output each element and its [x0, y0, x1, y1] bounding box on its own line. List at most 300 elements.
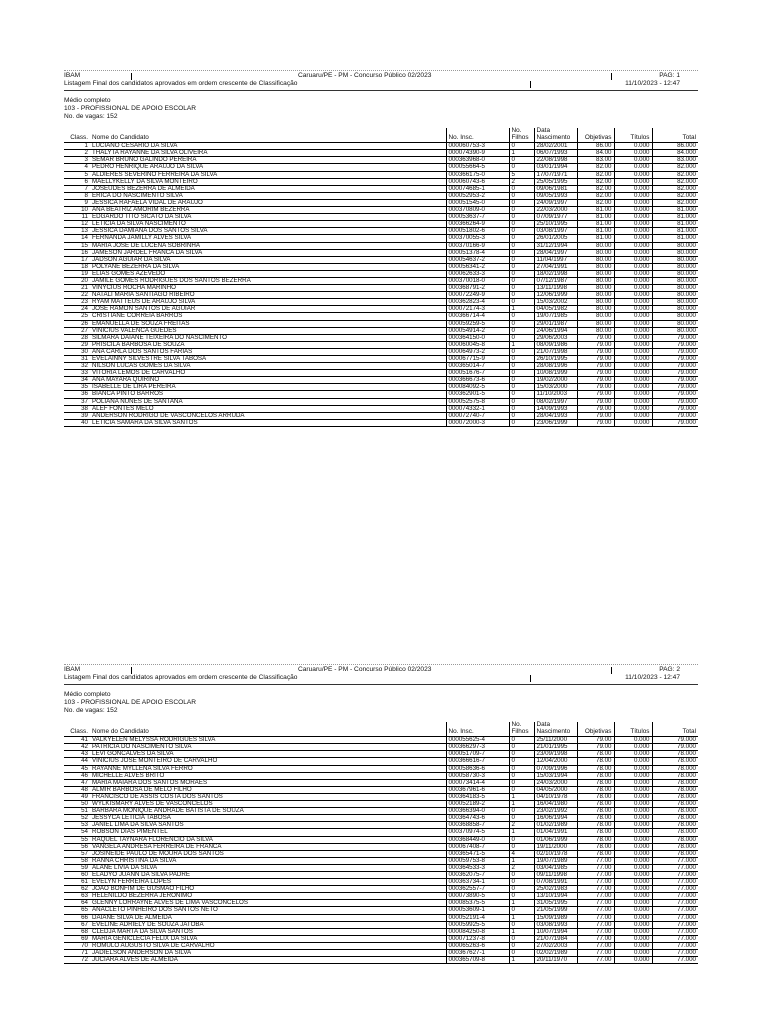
page-number: PAG: 1	[659, 72, 680, 79]
cell-total-score: 80.000	[652, 292, 698, 299]
cell-titles-score: 0.000	[614, 836, 652, 843]
cell-candidate-name: MARIA GENICLECIA FELIX DA SILVA	[90, 935, 446, 942]
table-row	[64, 327, 698, 334]
cell-titles-score: 0.000	[614, 815, 652, 822]
cell-candidate-name: RANNA CHRISTINA DA SILVA	[90, 857, 446, 864]
cell-birthdate: 08/09/1986	[534, 341, 577, 348]
cell-children: 1	[509, 793, 534, 800]
cell-titles-score: 0.000	[614, 405, 652, 412]
cell-birthdate: 23/09/1998	[534, 751, 577, 758]
cell-children: 0	[509, 313, 534, 320]
cell-children: 1	[509, 957, 534, 964]
cell-birthdate: 09/05/1993	[534, 192, 577, 199]
cell-total-score: 79.000	[652, 391, 698, 398]
header-separator	[611, 667, 612, 674]
cell-candidate-name: VANGELA ANDRESA FERREIRA DE FRANCA	[90, 843, 446, 850]
cell-class: 25	[64, 313, 90, 320]
table-row	[64, 348, 698, 355]
cell-birthdate: 09/06/1981	[534, 185, 577, 192]
cell-inscription: 000362901-5	[446, 391, 509, 398]
header-separator	[131, 73, 132, 80]
cell-birthdate: 19/02/2000	[534, 377, 577, 384]
cell-candidate-name: EVELYN FERREIRA LOPES	[90, 879, 446, 886]
cell-titles-score: 0.000	[614, 843, 652, 850]
cell-class: 31	[64, 356, 90, 363]
cell-candidate-name: ALEF FONTES MELO	[90, 405, 446, 412]
cell-candidate-name: MARIA MAIARA DOS SANTOS MORAES	[90, 779, 446, 786]
cell-objective-score: 80.00	[577, 242, 614, 249]
cell-titles-score: 0.000	[614, 334, 652, 341]
cell-inscription: 000058730-3	[446, 772, 509, 779]
cell-birthdate: 25/11/2000	[534, 737, 577, 744]
cell-children: 4	[509, 850, 534, 857]
cell-candidate-name: LUCIANO CESARIO DA SILVA	[90, 143, 446, 150]
cell-birthdate: 15/03/2000	[534, 384, 577, 391]
cell-total-score: 77.000	[652, 864, 698, 871]
table-row	[64, 292, 698, 299]
cell-candidate-name: HELENILDO BEZERRA JERONIMO	[90, 893, 446, 900]
table-row	[64, 419, 698, 426]
table-row	[64, 306, 698, 313]
table-row	[64, 772, 698, 779]
cell-inscription: 000052953-2	[446, 192, 509, 199]
cell-inscription: 000062633-3	[446, 270, 509, 277]
cell-class: 20	[64, 277, 90, 284]
cell-objective-score: 78.00	[577, 779, 614, 786]
cell-class: 38	[64, 405, 90, 412]
cell-candidate-name: MAELLYKELLY DA SILVA MONTEIRO	[90, 178, 446, 185]
cell-birthdate: 27/04/1991	[534, 263, 577, 270]
cell-total-score: 77.000	[652, 871, 698, 878]
cell-birthdate: 29/01/1987	[534, 320, 577, 327]
table-row	[64, 384, 698, 391]
cell-titles-score: 0.000	[614, 313, 652, 320]
col-header-children: No. Filhos	[509, 128, 534, 143]
cell-class: 34	[64, 377, 90, 384]
org-name: IBAM	[64, 72, 81, 79]
cell-children: 0	[509, 370, 534, 377]
position-name: 103 - PROFISSIONAL DE APOIO ESCOLAR	[64, 699, 197, 706]
cell-candidate-name: JESSYCA LETICIA TABOSA	[90, 815, 446, 822]
cell-objective-score: 78.00	[577, 850, 614, 857]
cell-candidate-name: CLEDJA MARTA DA SILVA SANTOS	[90, 928, 446, 935]
cell-children: 0	[509, 950, 534, 957]
table-row	[64, 843, 698, 850]
table-row	[64, 864, 698, 871]
cell-children: 0	[509, 164, 534, 171]
cell-children: 2	[509, 864, 534, 871]
table-row	[64, 334, 698, 341]
cell-inscription: 000059925-5	[446, 921, 509, 928]
table-row	[64, 758, 698, 765]
cell-total-score: 79.000	[652, 356, 698, 363]
cell-titles-score: 0.000	[614, 412, 652, 419]
cell-candidate-name: ELADYO JUANN DA SILVA PADRE	[90, 871, 446, 878]
cell-inscription: 000051545-0	[446, 199, 509, 206]
cell-titles-score: 0.000	[614, 808, 652, 815]
cell-children: 1	[509, 928, 534, 935]
table-row	[64, 207, 698, 214]
cell-birthdate: 24/09/1997	[534, 199, 577, 206]
cell-candidate-name: VINYCIUS ROCHA MARINHO	[90, 285, 446, 292]
cell-inscription: 000366175-0	[446, 171, 509, 178]
cell-candidate-name: RAQUEL TAYNARA FLORENCIO DA SILVA	[90, 836, 446, 843]
cell-total-score: 78.000	[652, 758, 698, 765]
cell-total-score: 77.000	[652, 879, 698, 886]
cell-birthdate: 21/05/1999	[534, 907, 577, 914]
col-header-name: Nome do Candidato	[90, 722, 446, 737]
report-page-1	[0, 0, 768, 426]
cell-class: 39	[64, 412, 90, 419]
cell-titles-score: 0.000	[614, 384, 652, 391]
report-title: Caruaru/PE - PM - Concurso Público 02/2023	[298, 666, 432, 673]
cell-inscription: 000060045-8	[446, 341, 509, 348]
cell-objective-score: 78.00	[577, 793, 614, 800]
cell-candidate-name: LEVI GONCALVES DA SILVA	[90, 751, 446, 758]
cell-candidate-name: WYLKISMARY ALVES DE VASCONCELOS	[90, 801, 446, 808]
cell-children: 0	[509, 779, 534, 786]
cell-candidate-name: RYAM MATTEUS DE ARAUJO SILVA	[90, 299, 446, 306]
cell-objective-score: 86.00	[577, 143, 614, 150]
table-row	[64, 957, 698, 964]
education-level: Médio completo	[64, 97, 111, 104]
cell-inscription: 000370055-3	[446, 235, 509, 242]
cell-total-score: 82.000	[652, 185, 698, 192]
cell-class: 29	[64, 341, 90, 348]
cell-children: 1	[509, 857, 534, 864]
cell-titles-score: 0.000	[614, 164, 652, 171]
cell-children: 0	[509, 765, 534, 772]
cell-inscription: 000059753-8	[446, 857, 509, 864]
cell-objective-score: 79.00	[577, 370, 614, 377]
cell-titles-score: 0.000	[614, 370, 652, 377]
cell-titles-score: 0.000	[614, 822, 652, 829]
cell-objective-score: 82.00	[577, 164, 614, 171]
cell-children: 0	[509, 843, 534, 850]
cell-inscription: 000067715-9	[446, 356, 509, 363]
cell-candidate-name: VINICIUS VALENCA GUEDES	[90, 327, 446, 334]
cell-objective-score: 81.00	[577, 235, 614, 242]
cell-candidate-name: ERICA DO NASCIMENTO SILVA	[90, 192, 446, 199]
cell-titles-score: 0.000	[614, 171, 652, 178]
cell-birthdate: 28/08/1996	[534, 363, 577, 370]
cell-class: 37	[64, 398, 90, 405]
cell-candidate-name: EVELAINNY SILVESTRE SILVA TABOSA	[90, 356, 446, 363]
cell-total-score: 81.000	[652, 207, 698, 214]
cell-class: 22	[64, 292, 90, 299]
cell-objective-score: 79.00	[577, 377, 614, 384]
cell-total-score: 77.000	[652, 935, 698, 942]
cell-total-score: 79.000	[652, 341, 698, 348]
cell-candidate-name: POLYANE BEZERRA DA SILVA	[90, 263, 446, 270]
cell-class: 15	[64, 242, 90, 249]
cell-children: 0	[509, 185, 534, 192]
report-title: Caruaru/PE - PM - Concurso Público 02/2023	[298, 72, 432, 79]
cell-birthdate: 31/12/1994	[534, 242, 577, 249]
cell-total-score: 77.000	[652, 900, 698, 907]
col-header-class: Class.	[64, 722, 90, 737]
cell-class: 4	[64, 164, 90, 171]
cell-candidate-name: VINICIUS JOSE MONTEIRO DE CARVALHO	[90, 758, 446, 765]
cell-birthdate: 07/08/1991	[534, 879, 577, 886]
cell-candidate-name: PRISCILA BARBOSA DE SOUZA	[90, 341, 446, 348]
cell-children: 0	[509, 320, 534, 327]
cell-inscription: 000060743-6	[446, 178, 509, 185]
cell-candidate-name: SEMAR BRUNO GALINDO PEREIRA	[90, 157, 446, 164]
header-separator	[530, 675, 531, 682]
col-header-birthdate: Data Nascimento	[534, 722, 577, 737]
cell-total-score: 84.000	[652, 150, 698, 157]
cell-titles-score: 0.000	[614, 192, 652, 199]
cell-class: 46	[64, 772, 90, 779]
cell-total-score: 79.000	[652, 363, 698, 370]
cell-inscription: 000072249-9	[446, 292, 509, 299]
cell-candidate-name: ANA MAYARA QUIRINO	[90, 377, 446, 384]
cell-birthdate: 26/01/2005	[534, 235, 577, 242]
report-subtitle: Listagem Final dos candidatos aprovados em ordem crescente de Classificação	[64, 674, 298, 681]
cell-class: 52	[64, 815, 90, 822]
cell-class: 41	[64, 737, 90, 744]
cell-inscription: 000084092-5	[446, 384, 509, 391]
cell-inscription: 000367961-6	[446, 786, 509, 793]
table-row	[64, 363, 698, 370]
cell-class: 13	[64, 228, 90, 235]
cell-children: 0	[509, 377, 534, 384]
cell-objective-score: 80.00	[577, 249, 614, 256]
cell-total-score: 80.000	[652, 285, 698, 292]
cell-inscription: 000072174-3	[446, 306, 509, 313]
cell-objective-score: 79.00	[577, 356, 614, 363]
cell-class: 66	[64, 914, 90, 921]
cell-titles-score: 0.000	[614, 270, 652, 277]
cell-inscription: 000370166-9	[446, 242, 509, 249]
cell-birthdate: 02/10/1978	[534, 850, 577, 857]
cell-class: 26	[64, 320, 90, 327]
cell-total-score: 82.000	[652, 199, 698, 206]
cell-children: 0	[509, 334, 534, 341]
cell-birthdate: 20/11/1970	[534, 957, 577, 964]
cell-children: 1	[509, 914, 534, 921]
cell-candidate-name: DAIANE SILVA DE ALMEIDA	[90, 914, 446, 921]
cell-children: 0	[509, 398, 534, 405]
cell-candidate-name: JAMILE GOMES RODRIGUES DOS SANTOS BEZERRA	[90, 277, 446, 284]
cell-children: 0	[509, 907, 534, 914]
cell-titles-score: 0.000	[614, 772, 652, 779]
report-page-2	[0, 594, 768, 964]
cell-titles-score: 0.000	[614, 900, 652, 907]
cell-candidate-name: GLENNY LORRAYNE ALVES DE LIMA VASCONCELOS	[90, 900, 446, 907]
cell-class: 21	[64, 285, 90, 292]
cell-objective-score: 79.00	[577, 412, 614, 419]
cell-total-score: 80.000	[652, 299, 698, 306]
cell-children: 0	[509, 886, 534, 893]
cell-class: 8	[64, 192, 90, 199]
cell-class: 33	[64, 370, 90, 377]
cell-inscription: 000058636-6	[446, 765, 509, 772]
cell-inscription: 000084250-8	[446, 928, 509, 935]
vacancies-count: No. de vagas: 152	[64, 707, 118, 714]
table-row	[64, 249, 698, 256]
col-header-titles: Títulos	[614, 722, 652, 737]
cell-inscription: 000362823-4	[446, 299, 509, 306]
cell-titles-score: 0.000	[614, 751, 652, 758]
cell-titles-score: 0.000	[614, 207, 652, 214]
cell-inscription: 000370018-0	[446, 277, 509, 284]
cell-inscription: 000368858-7	[446, 822, 509, 829]
cell-total-score: 77.000	[652, 928, 698, 935]
cell-objective-score: 77.00	[577, 879, 614, 886]
table-row	[64, 850, 698, 857]
cell-inscription: 000051709-7	[446, 751, 509, 758]
cell-total-score: 80.000	[652, 277, 698, 284]
cell-titles-score: 0.000	[614, 942, 652, 949]
cell-objective-score: 79.00	[577, 419, 614, 426]
cell-objective-score: 78.00	[577, 801, 614, 808]
cell-candidate-name: RAYANNE MYLLENA SILVA FERRO	[90, 765, 446, 772]
cell-candidate-name: VITORIA LEMOS DE CARVALHO	[90, 370, 446, 377]
cell-inscription: 000368791-2	[446, 285, 509, 292]
cell-children: 0	[509, 277, 534, 284]
cell-birthdate: 07/09/1996	[534, 765, 577, 772]
cell-candidate-name: JOSE RAMON SANTOS DE AGUIAR	[90, 306, 446, 313]
cell-children: 1	[509, 829, 534, 836]
cell-class: 53	[64, 822, 90, 829]
cell-candidate-name: EMANUELLA DE SOUZA FREITAS	[90, 320, 446, 327]
cell-inscription: 000072000-3	[446, 419, 509, 426]
table-row	[64, 356, 698, 363]
cell-objective-score: 79.00	[577, 391, 614, 398]
cell-candidate-name: ROMULO AUGUSTO SILVA DE CARVALHO	[90, 942, 446, 949]
cell-children: 0	[509, 744, 534, 751]
table-row	[64, 886, 698, 893]
table-row	[64, 192, 698, 199]
cell-total-score: 78.000	[652, 822, 698, 829]
cell-titles-score: 0.000	[614, 249, 652, 256]
cell-titles-score: 0.000	[614, 793, 652, 800]
cell-candidate-name: JOSINEIDE PAULO DE MOURA DOS SANTOS	[90, 850, 446, 857]
cell-class: 50	[64, 801, 90, 808]
header-top-rule	[64, 70, 698, 71]
cell-candidate-name: NATALI MARIA SANTIAGO RIBEIRO	[90, 292, 446, 299]
cell-inscription: 000073414-4	[446, 779, 509, 786]
cell-inscription: 000366714-4	[446, 313, 509, 320]
cell-objective-score: 79.00	[577, 348, 614, 355]
cell-class: 11	[64, 214, 90, 221]
table-row	[64, 277, 698, 284]
col-header-objective: Objetivas	[577, 722, 614, 737]
cell-class: 3	[64, 157, 90, 164]
cell-titles-score: 0.000	[614, 786, 652, 793]
cell-objective-score: 78.00	[577, 772, 614, 779]
cell-birthdate: 25/10/1995	[534, 221, 577, 228]
col-header-name: Nome do Candidato	[90, 128, 446, 143]
vacancies-count: No. de vagas: 152	[64, 113, 118, 120]
cell-children: 0	[509, 751, 534, 758]
cell-children: 0	[509, 199, 534, 206]
cell-candidate-name: JADSON AGUIAR DA SILVA	[90, 256, 446, 263]
table-row	[64, 405, 698, 412]
header-bottom-rule	[64, 684, 698, 685]
cell-titles-score: 0.000	[614, 299, 652, 306]
cell-titles-score: 0.000	[614, 235, 652, 242]
cell-inscription: 000365709-8	[446, 957, 509, 964]
cell-total-score: 80.000	[652, 327, 698, 334]
cell-candidate-name: EDGARDO TITO SICATO DA SILVA	[90, 214, 446, 221]
cell-birthdate: 03/04/1985	[534, 864, 577, 871]
cell-class: 64	[64, 900, 90, 907]
cell-birthdate: 11/10/2003	[534, 391, 577, 398]
cell-total-score: 77.000	[652, 942, 698, 949]
cell-total-score: 78.000	[652, 808, 698, 815]
page-number: PAG: 2	[659, 666, 680, 673]
cell-objective-score: 79.00	[577, 737, 614, 744]
cell-birthdate: 15/03/1994	[534, 772, 577, 779]
cell-class: 28	[64, 334, 90, 341]
cell-objective-score: 82.00	[577, 185, 614, 192]
col-header-class: Class.	[64, 128, 90, 143]
table-row	[64, 157, 698, 164]
cell-class: 47	[64, 779, 90, 786]
cell-children: 0	[509, 871, 534, 878]
cell-total-score: 80.000	[652, 270, 698, 277]
cell-objective-score: 78.00	[577, 822, 614, 829]
cell-children: 0	[509, 207, 534, 214]
cell-titles-score: 0.000	[614, 829, 652, 836]
cell-objective-score: 77.00	[577, 921, 614, 928]
table-row	[64, 921, 698, 928]
table-row	[64, 370, 698, 377]
cell-class: 35	[64, 384, 90, 391]
report-datetime: 11/10/2023 - 12:47	[625, 674, 680, 681]
cell-inscription: 000364743-6	[446, 815, 509, 822]
cell-objective-score: 79.00	[577, 405, 614, 412]
cell-birthdate: 16/06/1994	[534, 815, 577, 822]
cell-candidate-name: THALYTA RAYANNE DA SILVA OLIVEIRA	[90, 150, 446, 157]
cell-birthdate: 23/02/1992	[534, 808, 577, 815]
cell-class: 40	[64, 419, 90, 426]
cell-class: 9	[64, 199, 90, 206]
cell-inscription: 000054914-2	[446, 327, 509, 334]
cell-children: 0	[509, 285, 534, 292]
table-row	[64, 341, 698, 348]
table-row	[64, 263, 698, 270]
table-row	[64, 398, 698, 405]
cell-inscription: 000055664-5	[446, 164, 509, 171]
cell-children: 0	[509, 879, 534, 886]
header-bottom-rule	[64, 90, 698, 91]
cell-total-score: 86.000	[652, 143, 698, 150]
cell-children: 0	[509, 815, 534, 822]
cell-titles-score: 0.000	[614, 391, 652, 398]
cell-inscription: 000052191-4	[446, 914, 509, 921]
cell-birthdate: 02/02/1989	[534, 950, 577, 957]
cell-objective-score: 79.00	[577, 334, 614, 341]
col-header-titles: Títulos	[614, 128, 652, 143]
cell-children: 0	[509, 143, 534, 150]
cell-titles-score: 0.000	[614, 914, 652, 921]
cell-objective-score: 80.00	[577, 313, 614, 320]
cell-birthdate: 13/11/1998	[534, 285, 577, 292]
cell-inscription: 000059259-5	[446, 320, 509, 327]
cell-titles-score: 0.000	[614, 398, 652, 405]
cell-inscription: 000363734-1	[446, 879, 509, 886]
cell-inscription: 000054637-2	[446, 256, 509, 263]
cell-inscription: 000366616-7	[446, 758, 509, 765]
col-header-total: Total	[652, 128, 698, 143]
report-subtitle: Listagem Final dos candidatos aprovados em ordem crescente de Classificação	[64, 80, 298, 87]
cell-candidate-name: ISABELLE DE LIRA PEREIRA	[90, 384, 446, 391]
cell-objective-score: 80.00	[577, 320, 614, 327]
